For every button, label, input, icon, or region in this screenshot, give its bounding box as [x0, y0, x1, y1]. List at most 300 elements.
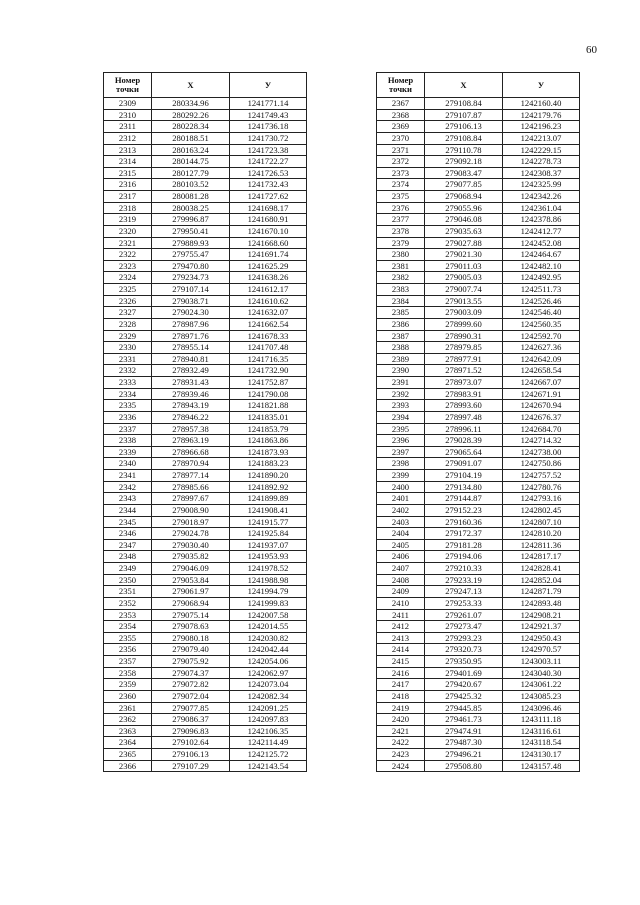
point-number-cell: 2383	[377, 284, 425, 296]
y-cell: 1241670.10	[230, 225, 307, 237]
y-cell: 1241662.54	[230, 318, 307, 330]
y-cell: 1242658.54	[503, 365, 580, 377]
y-cell: 1242054.06	[230, 656, 307, 668]
point-number-cell: 2343	[104, 493, 152, 505]
x-cell: 279293.23	[425, 632, 503, 644]
table-row	[104, 749, 307, 761]
x-cell: 278939.46	[152, 388, 230, 400]
table-row	[104, 272, 307, 284]
point-number-cell: 2402	[377, 504, 425, 516]
y-cell: 1243061.22	[503, 679, 580, 691]
x-cell: 279024.78	[152, 528, 230, 540]
table-row	[377, 493, 580, 505]
y-cell: 1242361.04	[503, 202, 580, 214]
point-number-cell: 2423	[377, 749, 425, 761]
y-cell: 1242114.49	[230, 737, 307, 749]
point-number-cell: 2409	[377, 586, 425, 598]
table-row	[377, 644, 580, 656]
table-row	[377, 284, 580, 296]
table-row	[104, 237, 307, 249]
x-cell: 279035.82	[152, 551, 230, 563]
table-row	[104, 470, 307, 482]
table-row	[377, 272, 580, 284]
point-number-cell: 2365	[104, 749, 152, 761]
table-row	[104, 423, 307, 435]
point-number-cell: 2331	[104, 353, 152, 365]
x-cell: 280038.25	[152, 202, 230, 214]
table-row	[104, 644, 307, 656]
table-row	[104, 702, 307, 714]
y-cell: 1241732.90	[230, 365, 307, 377]
x-cell: 279210.33	[425, 563, 503, 575]
y-cell: 1241892.92	[230, 481, 307, 493]
y-cell: 1241736.18	[230, 121, 307, 133]
y-cell: 1242546.40	[503, 307, 580, 319]
point-number-cell: 2400	[377, 481, 425, 493]
y-cell: 1241890.20	[230, 470, 307, 482]
table-row	[104, 458, 307, 470]
table-row	[377, 702, 580, 714]
point-number-cell: 2408	[377, 574, 425, 586]
point-number-cell: 2406	[377, 551, 425, 563]
y-cell: 1242091.25	[230, 702, 307, 714]
table-row	[377, 667, 580, 679]
table-row	[377, 621, 580, 633]
y-cell: 1241821.88	[230, 400, 307, 412]
y-cell: 1241723.38	[230, 144, 307, 156]
x-cell: 279092.18	[425, 156, 503, 168]
table-row	[104, 516, 307, 528]
x-cell: 279420.67	[425, 679, 503, 691]
x-cell: 278977.91	[425, 353, 503, 365]
x-cell: 279247.13	[425, 586, 503, 598]
table-row	[377, 156, 580, 168]
x-cell: 279080.18	[152, 632, 230, 644]
point-number-cell: 2353	[104, 609, 152, 621]
y-cell: 1242278.73	[503, 156, 580, 168]
table-row	[377, 167, 580, 179]
table-row	[377, 597, 580, 609]
point-number-cell: 2363	[104, 725, 152, 737]
point-number-cell: 2347	[104, 539, 152, 551]
x-cell: 279261.07	[425, 609, 503, 621]
y-cell: 1242684.70	[503, 423, 580, 435]
y-cell: 1242082.34	[230, 690, 307, 702]
x-cell: 279233.19	[425, 574, 503, 586]
table-row	[104, 690, 307, 702]
table-row	[377, 714, 580, 726]
x-cell: 279077.85	[425, 179, 503, 191]
table-row	[104, 388, 307, 400]
y-cell: 1243003.11	[503, 656, 580, 668]
y-cell: 1242667.07	[503, 377, 580, 389]
point-number-cell: 2389	[377, 353, 425, 365]
y-cell: 1242714.32	[503, 435, 580, 447]
point-number-cell: 2395	[377, 423, 425, 435]
y-cell: 1242143.54	[230, 760, 307, 772]
x-cell: 279061.97	[152, 586, 230, 598]
x-cell: 279350.95	[425, 656, 503, 668]
point-number-cell: 2367	[377, 98, 425, 110]
y-cell: 1241707.48	[230, 342, 307, 354]
y-cell: 1241732.43	[230, 179, 307, 191]
x-cell: 279068.94	[425, 191, 503, 203]
y-cell: 1241678.33	[230, 330, 307, 342]
x-cell: 279027.88	[425, 237, 503, 249]
point-number-cell: 2411	[377, 609, 425, 621]
x-cell: 279401.69	[425, 667, 503, 679]
x-cell: 278997.48	[425, 411, 503, 423]
x-cell: 278971.52	[425, 365, 503, 377]
point-number-cell: 2359	[104, 679, 152, 691]
point-number-header: Номер точки	[104, 73, 152, 98]
x-cell: 279003.09	[425, 307, 503, 319]
point-number-cell: 2374	[377, 179, 425, 191]
y-cell: 1241632.07	[230, 307, 307, 319]
y-cell: 1241722.27	[230, 156, 307, 168]
y-cell: 1242526.46	[503, 295, 580, 307]
point-number-cell: 2344	[104, 504, 152, 516]
y-cell: 1242308.37	[503, 167, 580, 179]
table-row	[104, 574, 307, 586]
table-row	[104, 156, 307, 168]
y-cell: 1242828.41	[503, 563, 580, 575]
y-cell: 1242014.55	[230, 621, 307, 633]
table-row	[377, 563, 580, 575]
point-number-cell: 2419	[377, 702, 425, 714]
table-row	[377, 214, 580, 226]
y-cell: 1242073.04	[230, 679, 307, 691]
table-row	[377, 504, 580, 516]
coordinates-table-right	[376, 72, 580, 772]
x-cell: 279172.37	[425, 528, 503, 540]
y-cell: 1241771.14	[230, 98, 307, 110]
y-cell: 1242871.79	[503, 586, 580, 598]
point-number-cell: 2361	[104, 702, 152, 714]
y-cell: 1242642.09	[503, 353, 580, 365]
y-cell: 1242492.95	[503, 272, 580, 284]
point-number-cell: 2375	[377, 191, 425, 203]
y-cell: 1242810.20	[503, 528, 580, 540]
x-cell: 278983.91	[425, 388, 503, 400]
point-number-cell: 2338	[104, 435, 152, 447]
point-number-cell: 2391	[377, 377, 425, 389]
point-number-cell: 2405	[377, 539, 425, 551]
y-cell: 1242342.26	[503, 191, 580, 203]
y-cell: 1242412.77	[503, 225, 580, 237]
y-cell: 1241668.60	[230, 237, 307, 249]
x-cell: 279144.87	[425, 493, 503, 505]
point-number-cell: 2336	[104, 411, 152, 423]
x-cell: 278940.81	[152, 353, 230, 365]
x-cell: 279461.73	[425, 714, 503, 726]
table-row	[377, 191, 580, 203]
point-number-cell: 2312	[104, 132, 152, 144]
coordinates-table-left	[103, 72, 307, 772]
y-cell: 1241873.93	[230, 446, 307, 458]
y-cell: 1243130.17	[503, 749, 580, 761]
point-number-cell: 2335	[104, 400, 152, 412]
x-cell: 280127.79	[152, 167, 230, 179]
table-row	[377, 656, 580, 668]
x-cell: 279160.36	[425, 516, 503, 528]
x-cell: 278979.85	[425, 342, 503, 354]
x-cell: 279079.40	[152, 644, 230, 656]
page-number: 60	[586, 44, 597, 56]
point-number-cell: 2318	[104, 202, 152, 214]
y-cell: 1242325.99	[503, 179, 580, 191]
x-cell: 279068.94	[152, 597, 230, 609]
point-number-cell: 2379	[377, 237, 425, 249]
x-cell: 278996.11	[425, 423, 503, 435]
table-row	[377, 249, 580, 261]
point-number-cell: 2424	[377, 760, 425, 772]
table-row	[104, 249, 307, 261]
x-cell: 280144.75	[152, 156, 230, 168]
y-cell: 1241698.17	[230, 202, 307, 214]
y-cell: 1241953.93	[230, 551, 307, 563]
table-row	[104, 493, 307, 505]
table-row	[377, 109, 580, 121]
x-cell: 279889.93	[152, 237, 230, 249]
x-cell: 279425.32	[425, 690, 503, 702]
x-cell: 279072.04	[152, 690, 230, 702]
point-number-cell: 2310	[104, 109, 152, 121]
point-number-cell: 2321	[104, 237, 152, 249]
table-row	[104, 528, 307, 540]
table-row	[104, 225, 307, 237]
y-cell: 1242030.82	[230, 632, 307, 644]
y-cell: 1241994.79	[230, 586, 307, 598]
x-cell: 278999.60	[425, 318, 503, 330]
table-row	[104, 318, 307, 330]
point-number-cell: 2376	[377, 202, 425, 214]
x-cell: 279106.13	[425, 121, 503, 133]
x-cell: 280188.51	[152, 132, 230, 144]
table-row	[104, 563, 307, 575]
point-number-cell: 2422	[377, 737, 425, 749]
y-cell: 1242852.04	[503, 574, 580, 586]
y-cell: 1243085.23	[503, 690, 580, 702]
point-number-cell: 2368	[377, 109, 425, 121]
x-cell: 279487.30	[425, 737, 503, 749]
point-number-cell: 2421	[377, 725, 425, 737]
table-row	[377, 690, 580, 702]
y-header: У	[503, 73, 580, 98]
y-cell: 1241853.79	[230, 423, 307, 435]
x-cell: 278946.22	[152, 411, 230, 423]
point-number-cell: 2414	[377, 644, 425, 656]
table-row	[104, 539, 307, 551]
point-number-cell: 2388	[377, 342, 425, 354]
table-row	[377, 749, 580, 761]
x-cell: 279181.28	[425, 539, 503, 551]
x-cell: 279320.73	[425, 644, 503, 656]
x-cell: 278977.14	[152, 470, 230, 482]
x-cell: 278971.76	[152, 330, 230, 342]
header-row	[104, 73, 307, 98]
y-cell: 1241716.35	[230, 353, 307, 365]
x-cell: 278932.49	[152, 365, 230, 377]
table-row	[377, 435, 580, 447]
y-cell: 1242793.16	[503, 493, 580, 505]
table-row	[377, 737, 580, 749]
y-cell: 1242750.86	[503, 458, 580, 470]
y-cell: 1242592.70	[503, 330, 580, 342]
point-number-cell: 2349	[104, 563, 152, 575]
x-cell: 279005.03	[425, 272, 503, 284]
y-cell: 1241680.91	[230, 214, 307, 226]
point-number-cell: 2362	[104, 714, 152, 726]
x-cell: 278987.96	[152, 318, 230, 330]
table-row	[377, 574, 580, 586]
point-number-cell: 2333	[104, 377, 152, 389]
point-number-cell: 2373	[377, 167, 425, 179]
point-number-cell: 2332	[104, 365, 152, 377]
y-cell: 1242106.35	[230, 725, 307, 737]
point-number-cell: 2404	[377, 528, 425, 540]
table-row	[104, 307, 307, 319]
x-cell: 278973.07	[425, 377, 503, 389]
point-number-cell: 2387	[377, 330, 425, 342]
x-cell: 279445.85	[425, 702, 503, 714]
table-row	[377, 179, 580, 191]
x-cell: 279107.29	[152, 760, 230, 772]
point-number-cell: 2401	[377, 493, 425, 505]
x-cell: 278955.14	[152, 342, 230, 354]
x-cell: 279075.92	[152, 656, 230, 668]
point-number-cell: 2360	[104, 690, 152, 702]
table-row	[377, 400, 580, 412]
x-cell: 279021.30	[425, 249, 503, 261]
table-row	[104, 98, 307, 110]
y-cell: 1242062.97	[230, 667, 307, 679]
y-cell: 1241883.23	[230, 458, 307, 470]
point-number-cell: 2350	[104, 574, 152, 586]
y-cell: 1243096.46	[503, 702, 580, 714]
table-row	[104, 714, 307, 726]
table-row	[377, 539, 580, 551]
x-cell: 278970.94	[152, 458, 230, 470]
x-cell: 279072.82	[152, 679, 230, 691]
y-cell: 1241988.98	[230, 574, 307, 586]
x-cell: 278985.66	[152, 481, 230, 493]
point-number-cell: 2317	[104, 191, 152, 203]
point-number-cell: 2342	[104, 481, 152, 493]
y-cell: 1242738.00	[503, 446, 580, 458]
point-number-cell: 2326	[104, 295, 152, 307]
table-row	[104, 132, 307, 144]
x-cell: 278931.43	[152, 377, 230, 389]
y-cell: 1242482.10	[503, 260, 580, 272]
table-row	[104, 202, 307, 214]
x-cell: 279253.33	[425, 597, 503, 609]
y-cell: 1241726.53	[230, 167, 307, 179]
point-number-cell: 2354	[104, 621, 152, 633]
x-cell: 279755.47	[152, 249, 230, 261]
x-cell: 279035.63	[425, 225, 503, 237]
table-row	[377, 481, 580, 493]
y-cell: 1241625.29	[230, 260, 307, 272]
table-row	[104, 411, 307, 423]
point-number-cell: 2323	[104, 260, 152, 272]
point-number-cell: 2348	[104, 551, 152, 563]
x-cell: 280334.96	[152, 98, 230, 110]
y-cell: 1241691.74	[230, 249, 307, 261]
y-cell: 1243111.18	[503, 714, 580, 726]
point-number-cell: 2382	[377, 272, 425, 284]
x-cell: 279108.84	[425, 98, 503, 110]
x-cell: 280163.24	[152, 144, 230, 156]
table-row	[104, 621, 307, 633]
point-number-cell: 2413	[377, 632, 425, 644]
x-cell: 279083.47	[425, 167, 503, 179]
point-number-cell: 2328	[104, 318, 152, 330]
point-number-cell: 2386	[377, 318, 425, 330]
x-cell: 279075.14	[152, 609, 230, 621]
x-cell: 278943.19	[152, 400, 230, 412]
y-cell: 1242452.08	[503, 237, 580, 249]
x-cell: 280292.26	[152, 109, 230, 121]
point-number-cell: 2314	[104, 156, 152, 168]
table-row	[104, 377, 307, 389]
table-row	[377, 260, 580, 272]
table-row	[377, 225, 580, 237]
table-row	[377, 202, 580, 214]
x-cell: 278993.60	[425, 400, 503, 412]
table-row	[104, 504, 307, 516]
table-row	[104, 597, 307, 609]
point-number-cell: 2329	[104, 330, 152, 342]
y-cell: 1241899.89	[230, 493, 307, 505]
table-row	[104, 353, 307, 365]
x-header: X	[152, 73, 230, 98]
point-number-cell: 2327	[104, 307, 152, 319]
point-number-cell: 2393	[377, 400, 425, 412]
point-number-cell: 2313	[104, 144, 152, 156]
table-row	[377, 144, 580, 156]
table-row	[104, 609, 307, 621]
y-cell: 1242676.37	[503, 411, 580, 423]
x-cell: 279134.80	[425, 481, 503, 493]
y-cell: 1242780.76	[503, 481, 580, 493]
table-row	[377, 458, 580, 470]
point-number-cell: 2385	[377, 307, 425, 319]
table-row	[377, 528, 580, 540]
table-row	[377, 121, 580, 133]
table-row	[377, 446, 580, 458]
table-row	[104, 446, 307, 458]
x-cell: 279496.21	[425, 749, 503, 761]
point-number-cell: 2410	[377, 597, 425, 609]
x-cell: 279474.91	[425, 725, 503, 737]
table-row	[377, 330, 580, 342]
point-number-cell: 2399	[377, 470, 425, 482]
y-cell: 1241908.41	[230, 504, 307, 516]
y-cell: 1243118.54	[503, 737, 580, 749]
y-cell: 1242807.10	[503, 516, 580, 528]
y-cell: 1241915.77	[230, 516, 307, 528]
y-cell: 1242229.15	[503, 144, 580, 156]
table-row	[377, 632, 580, 644]
point-number-cell: 2369	[377, 121, 425, 133]
table-row	[104, 191, 307, 203]
table-row	[104, 167, 307, 179]
point-number-cell: 2412	[377, 621, 425, 633]
table-row	[377, 365, 580, 377]
x-cell: 280228.34	[152, 121, 230, 133]
table-row	[104, 737, 307, 749]
